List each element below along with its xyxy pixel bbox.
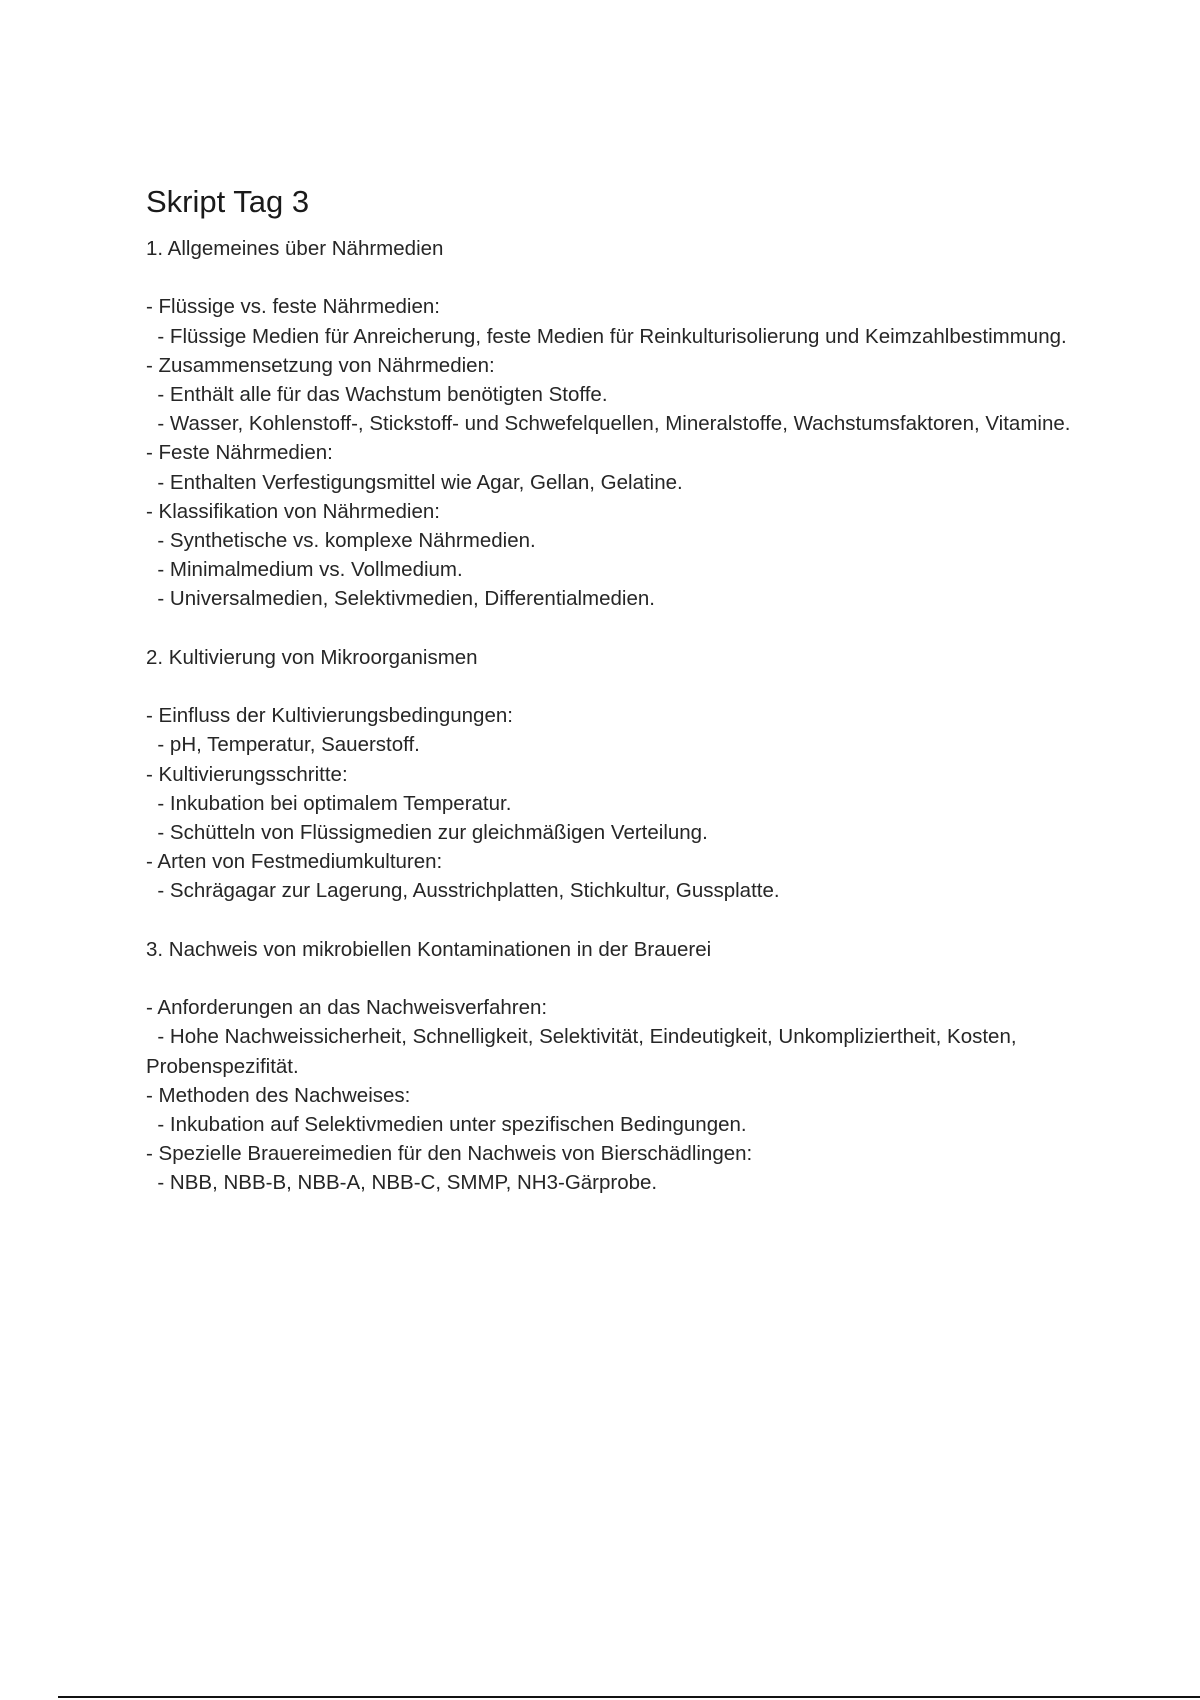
- list-item: - Arten von Festmediumkulturen:: [146, 850, 443, 874]
- list-item: - Schütteln von Flüssigmedien zur gleichmäßigen Verteilung.: [146, 821, 708, 845]
- document-body: [146, 234, 1106, 1198]
- section-heading-1: 1. Allgemeines über Nährmedien: [146, 237, 444, 260]
- footer-divider: [58, 1696, 1200, 1698]
- section-heading-3: 3. Nachweis von mikrobiellen Kontaminationen in der Brauerei: [146, 937, 712, 961]
- list-item: - Spezielle Brauereimedien für den Nachweis von Bierschädlingen:: [146, 1142, 753, 1166]
- section-heading-2: 2. Kultivierung von Mikroorganismen: [146, 645, 478, 669]
- list-item: - Wasser, Kohlenstoff-, Stickstoff- und Schwefelquellen, Mineralstoffe, Wachstumsfaktoren, Vitamine.: [146, 412, 1071, 436]
- list-item: - Flüssige vs. feste Nährmedien:: [146, 295, 440, 319]
- list-item: - Kultivierungsschritte:: [146, 762, 348, 786]
- blank-line: [146, 614, 1106, 643]
- list-item: - Inkubation bei optimalem Temperatur.: [146, 791, 512, 815]
- list-item: - Flüssige Medien für Anreicherung, feste Medien für Reinkulturisolierung und Keimzahlbestimmung.: [146, 324, 1067, 348]
- blank-line: [146, 263, 1106, 292]
- blank-line: [146, 906, 1106, 935]
- list-item: - Klassifikation von Nährmedien:: [146, 499, 440, 523]
- list-item: - Universalmedien, Selektivmedien, Differentialmedien.: [146, 587, 655, 611]
- list-item: - Inkubation auf Selektivmedien unter spezifischen Bedingungen.: [146, 1113, 747, 1137]
- list-item: - NBB, NBB-B, NBB-A, NBB-C, SMMP, NH3-Gärprobe.: [146, 1171, 658, 1195]
- list-item: - Enthält alle für das Wachstum benötigten Stoffe.: [146, 383, 608, 406]
- list-item: - Einfluss der Kultivierungsbedingungen:: [146, 704, 513, 728]
- list-item: - Zusammensetzung von Nährmedien:: [146, 353, 495, 377]
- list-item: - Synthetische vs. komplexe Nährmedien.: [146, 529, 536, 553]
- list-item: - Feste Nährmedien:: [146, 441, 333, 465]
- list-item: - Methoden des Nachweises:: [146, 1083, 411, 1107]
- blank-line: [146, 672, 1106, 701]
- list-item: - pH, Temperatur, Sauerstoff.: [146, 733, 420, 757]
- list-item: - Schrägagar zur Lagerung, Ausstrichplatten, Stichkultur, Gussplatte.: [146, 879, 780, 903]
- blank-line: [146, 964, 1106, 993]
- list-item: - Enthalten Verfestigungsmittel wie Agar, Gellan, Gelatine.: [146, 470, 683, 494]
- list-item: - Hohe Nachweissicherheit, Schnelligkeit, Selektivität, Eindeutigkeit, Unkompliziertheit, Kosten, Probenspezifität.: [146, 1025, 1023, 1078]
- list-item: - Anforderungen an das Nachweisverfahren:: [146, 996, 548, 1020]
- list-item: - Minimalmedium vs. Vollmedium.: [146, 558, 463, 582]
- page-title: Skript Tag 3: [146, 184, 310, 219]
